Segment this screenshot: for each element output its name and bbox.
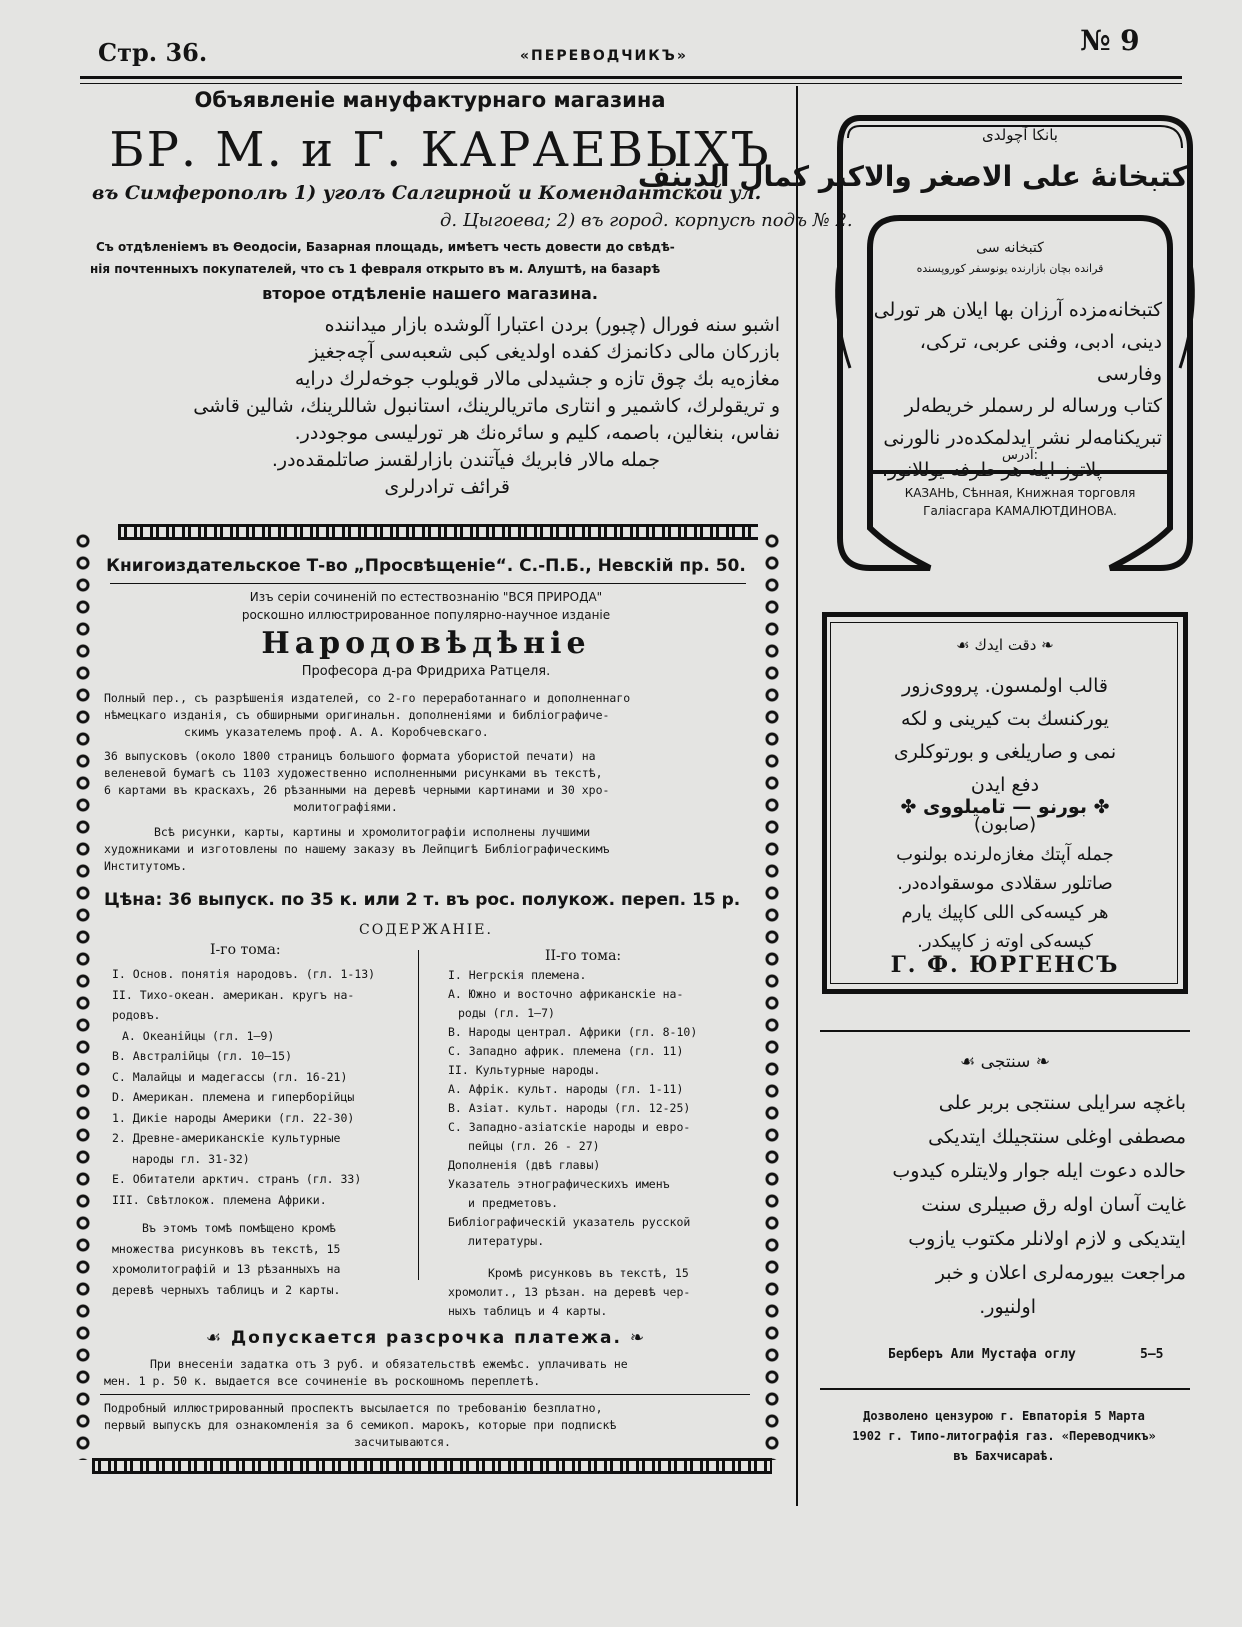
newspaper-title: «ПЕРЕВОДЧИКЪ» xyxy=(520,48,688,64)
jurgens-body-1 xyxy=(838,670,1172,802)
text-line: تبریکنامه‌لر نشر ایدلمکده‌در نالورنی xyxy=(883,427,1162,449)
bookstore-sub2: قرانده بچان بازارنده یونوسفر کوروپسنده xyxy=(916,262,1104,275)
bookstore-top-label: بانكا آچولدی xyxy=(982,126,1058,144)
flourish-icon: ☙ xyxy=(960,1052,981,1072)
toc-item: I. Негрскія племена. xyxy=(448,968,587,982)
ornament-icon: ✤ xyxy=(900,796,924,818)
text-line: حالده دعوت ایله جوار ولایتلره کیدوب xyxy=(892,1160,1186,1182)
jurgens-signature: Г. Ф. ЮРГЕНСЪ xyxy=(890,952,1120,978)
toc-item: B. Народы централ. Африки (гл. 8-10) xyxy=(448,1025,698,1039)
text-line: دفع ایدن xyxy=(970,774,1040,796)
toc-item: II. Культурные народы. xyxy=(448,1063,601,1077)
karaev-firm-name: БР. М. и Г. КАРАЕВЫХЪ xyxy=(109,122,771,178)
description-2 xyxy=(104,748,609,816)
karaev-tatar-text xyxy=(80,312,780,501)
text-line: Подробный иллюстрированный проспектъ высылается по требованію безплатно, xyxy=(104,1401,603,1415)
text-line: کیسه‌کی اوته ز کاپیکدر. xyxy=(917,931,1093,952)
text-line: قالب اولمسون. پرووی‌زور xyxy=(902,675,1108,697)
note-line: ныхъ таблицъ и 4 карты. xyxy=(448,1304,608,1318)
sunnetji-signature: Берберъ Али Мустафа оглу xyxy=(888,1347,1076,1362)
text-line: مراجعت بیورمه‌لری اعلان و خبر xyxy=(935,1262,1186,1284)
text-line: دینی، ادبی، وفنی عربی، ترکی، وفارسی xyxy=(919,331,1162,385)
text-line: کتاب ورساله لر رسملر خریطه‌لر xyxy=(904,395,1162,417)
text-line: художниками и изготовлены по нашему заказу въ Лейпцигѣ Библіографическимъ xyxy=(104,842,610,856)
toc-item: Указатель этнографическихъ именъ xyxy=(448,1177,670,1191)
text-line: 6 картами въ краскахъ, 26 рѣзанными на деревѣ черными картинами и 30 хро- xyxy=(104,783,610,797)
publisher-line: Книгоиздательское Т-во „Просвѣщеніе“. С.-П.Б., Невскій пр. 50. xyxy=(106,556,746,576)
karaev-headline: Объявленіе мануфактурнаго магазина xyxy=(194,88,666,112)
tatar-line: و تریقولرك، کاشمیر و انتاری ماتریالرینك، استانبول شاللرینك، شالین قاشی xyxy=(193,395,780,417)
chain-border-bottom xyxy=(92,1458,772,1474)
text-line: نمی و صاریلغی و بورتوکلری xyxy=(893,741,1117,763)
censor-line: Дозволено цензурою г. Евпаторія 5 Марта xyxy=(863,1409,1145,1423)
flourish-icon: ☙ xyxy=(205,1328,232,1348)
page-number: Стр. 36. xyxy=(98,38,208,67)
heading-text: دقت ایدك xyxy=(974,636,1037,654)
flourish-icon: ❧ xyxy=(1030,1052,1050,1072)
toc-item: Дополненія (двѣ главы) xyxy=(448,1158,601,1172)
installment-terms xyxy=(104,1356,628,1390)
header-rule xyxy=(80,76,1182,79)
text-line: صاتلور سقلادی موسقواده‌در. xyxy=(897,873,1113,894)
text-line: Институтомъ. xyxy=(104,859,188,873)
note-line: хромолитографій и 13 рѣзанныхъ на xyxy=(112,1262,341,1276)
vol1-note xyxy=(112,1218,340,1300)
sunnetji-code: 5—5 xyxy=(1140,1347,1164,1362)
vol1-title: І-го тома: xyxy=(210,942,281,958)
text-line: При внесеніи задатка отъ 3 руб. и обязательствѣ ежемѣс. уплачивать не xyxy=(150,1357,628,1371)
toc-item: народы гл. 31-32) xyxy=(132,1151,250,1166)
heading-text: سنتجی xyxy=(980,1052,1031,1072)
note-line: деревѣ черныхъ таблицъ и 2 карты. xyxy=(112,1282,341,1297)
bookstore-banner: کتبخانهٔ علی الاصغر والاکبر کمال الدینف xyxy=(637,160,1188,193)
note-line: хромолит., 13 рѣзан. на деревѣ чер- xyxy=(448,1285,691,1299)
text-line: Полный пер., съ разрѣшенія издателей, со 2-го переработаннаго и дополненнаго xyxy=(104,691,631,705)
jurgens-heading xyxy=(830,636,1180,654)
contents-divider xyxy=(418,950,419,1280)
toc-item: C. Западно-азіатскіе народы и евро- xyxy=(448,1120,691,1134)
text-line: засчитываются. xyxy=(354,1435,451,1449)
prospectus-text xyxy=(104,1400,616,1451)
sunnetji-heading xyxy=(820,1052,1190,1072)
toc-item: Библіографическій указатель русской xyxy=(448,1215,691,1229)
flourish-icon: ❧ xyxy=(621,1328,647,1348)
sunnetji-body xyxy=(826,1086,1186,1324)
publisher-rule xyxy=(110,583,746,584)
toc-item: D. Американ. племена и гиперборійцы xyxy=(112,1090,355,1104)
text-line: скимъ указателемъ проф. А. А. Коробчевскаго. xyxy=(184,725,489,739)
issue-number: № 9 xyxy=(1080,24,1140,57)
text-line: پلاتوز ایله هر طرفه یوللانور. xyxy=(881,459,1102,481)
tatar-line: اشبو سنه فورال (چبور) بردن اعتبارا آلوشده بازار میداننده xyxy=(324,314,780,336)
text-line: یورکنسك بت کیرینی و لکه xyxy=(901,708,1109,730)
description-1 xyxy=(104,690,630,741)
text-line: 36 выпусковъ (около 1800 страницъ большого формата убористой печати) на xyxy=(104,749,596,763)
book-author: Професора д-ра Фридриха Ратцеля. xyxy=(301,664,551,679)
vol1-contents xyxy=(112,964,375,1210)
toc-item: E. Обитатели арктич. странъ (гл. 33) xyxy=(112,1172,362,1186)
toc-item: С. Малайцы и мадегассы (гл. 16-21) xyxy=(112,1069,348,1084)
ornament-icon: ✤ xyxy=(1086,796,1110,818)
text-line: веленевой бумагѣ съ 1103 художественно исполненными рисунками въ текстѣ, xyxy=(104,766,603,780)
text-line: کتبخانه‌مزده آرزان بها ایلان هر تورلی xyxy=(873,299,1162,321)
toc-item: родовъ. xyxy=(112,1008,161,1022)
column-divider xyxy=(796,86,798,1506)
bookstore-address-1: КАЗАНЬ, Сѣнная, Книжная торговля xyxy=(904,486,1136,500)
toc-item: C. Западно африк. племена (гл. 11) xyxy=(448,1044,684,1058)
vol2-contents xyxy=(448,966,697,1251)
description-3 xyxy=(104,824,609,875)
text-line: مصطفی اوغلی سنتجیلك ایتدیکی xyxy=(928,1126,1186,1148)
prospectus-rule xyxy=(100,1394,750,1395)
vol2-title: ІІ-го тома: xyxy=(545,948,622,964)
vol2-note xyxy=(448,1264,690,1321)
toc-item: III. Свѣтлокож. племена Африки. xyxy=(112,1192,327,1207)
text-line: первый выпускъ для ознакомленія за 6 семикоп. марокъ, которые при подпискѣ xyxy=(104,1418,617,1432)
price-line: Цѣна: 36 выпуск. по 35 к. или 2 т. въ рос. полукож. переп. 15 р. xyxy=(104,890,741,910)
toc-item: II. Тихо-океан. американ. кругъ на- xyxy=(112,987,355,1002)
tatar-line: قرائف ترادرلری xyxy=(384,476,510,498)
text-line: غایت آسان اوله رق صبیلری سنت xyxy=(921,1194,1186,1216)
toc-item: A. Южно и восточно африканскіе на- xyxy=(448,987,684,1001)
flourish-icon: ☙ xyxy=(956,636,975,654)
toc-item: 2. Древне-американскіе культурные xyxy=(112,1131,341,1145)
toc-item: I. Основ. понятія народовъ. (гл. 1-13) xyxy=(112,967,376,981)
text-line: جمله آپتك مغازه‌لرنده بولنوب xyxy=(896,844,1114,865)
bookstore-address-label: آدرس: xyxy=(1002,448,1038,463)
toc-item: и предметовъ. xyxy=(468,1196,559,1210)
header-rule-thin xyxy=(80,83,1182,84)
tatar-line: جمله مالار فابریك فیآتندن بازارلقسز صاتلمقده‌در. xyxy=(271,449,660,471)
text-line: اولنیور. xyxy=(979,1296,1036,1318)
note-line: множества рисунковъ въ текстѣ, 15 xyxy=(112,1241,341,1256)
text-line: ایتدیکی و لازم اولانلر مکتوب یازوب xyxy=(908,1228,1186,1250)
note-line: Въ этомъ томѣ помѣщено кромѣ xyxy=(142,1221,336,1235)
tatar-line: مغازه‌یه بك چوق تازه و جشیدلی مالار قویلوب جوخه‌لرك درایه xyxy=(294,368,780,390)
toc-item: пейцы (гл. 26 - 27) xyxy=(468,1139,600,1153)
censor-line: въ Бахчисараѣ. xyxy=(953,1449,1055,1463)
karaev-address-1: въ Симферополѣ 1) уголъ Салгирной и Комендантской ул. xyxy=(92,182,762,204)
series-line-1: Изъ серіи сочиненій по естествознанію "ВСЯ ПРИРОДА" xyxy=(249,590,603,604)
karaev-body-1: Съ отдѣленіемъ въ Ѳеодосіи, Базарная площадь, имѣетъ честь довести до свѣдѣ- xyxy=(96,240,675,254)
censor-line: 1902 г. Типо-литографія газ. «Переводчикъ» xyxy=(852,1429,1156,1443)
installment-heading xyxy=(96,1328,756,1348)
section-rule xyxy=(820,1388,1190,1390)
karaev-body-2: нія почтенныхъ покупателей, что съ 1 февраля открыто въ м. Алуштѣ, на базарѣ xyxy=(90,262,661,276)
tatar-line: نفاس، بنغالین، باصمه، کلیم و سائره‌نك هر تورلیسی موجوددر. xyxy=(294,422,780,444)
toc-item: А. Океанійцы (гл. 1—9) xyxy=(122,1028,275,1043)
text-line: мен. 1 р. 50 к. выдается все сочиненіе въ роскошномъ переплетѣ. xyxy=(104,1374,541,1388)
toc-item: В. Австралійцы (гл. 10—15) xyxy=(112,1049,293,1063)
text-line: هر کیسه‌کی اللی کاپیك یارم xyxy=(901,902,1109,923)
flourish-icon: ❧ xyxy=(1036,636,1054,654)
jurgens-product-sub: (صابون) xyxy=(973,814,1037,835)
bookstore-address-2: Галіасгара КАМАЛЮТДИНОВА. xyxy=(923,504,1117,518)
toc-item: B. Азіат. культ. народы (гл. 12-25) xyxy=(448,1101,691,1115)
bookstore-subtitle: کتبخانه سی xyxy=(976,240,1044,256)
toc-item: 1. Дикіе народы Америки (гл. 22-30) xyxy=(112,1110,355,1125)
text-line: باغچه سرایلی سنتجی بربر علی xyxy=(938,1092,1186,1114)
toc-item: роды (гл. 1—7) xyxy=(458,1006,555,1020)
karaev-body-3: второе отдѣленіе нашего магазина. xyxy=(262,284,598,303)
contents-title: СОДЕРЖАНІЕ. xyxy=(359,922,493,938)
section-rule xyxy=(820,1030,1190,1032)
toc-item: A. Афрік. культ. народы (гл. 1-11) xyxy=(448,1082,684,1096)
installment-text: Допускается разсрочка платежа. xyxy=(231,1328,622,1348)
text-line: Всѣ рисунки, карты, картины и хромолитографіи исполнены лучшими xyxy=(154,825,591,839)
series-line-2: роскошно иллюстрированное популярно-научное изданіе xyxy=(241,608,611,622)
karaev-address-2: д. Цыгоева; 2) въ город. корпусѣ подъ № 2. xyxy=(440,210,853,231)
chain-border-right xyxy=(765,530,779,1460)
note-line: Кромѣ рисунковъ въ текстѣ, 15 xyxy=(488,1266,689,1280)
text-line: нѣмецкаго изданія, съ обширными оригинальн. дополненіями и библіографиче- xyxy=(104,708,610,722)
jurgens-body-2 xyxy=(838,840,1172,956)
tatar-line: بازرکان مالی دکانمزك کفده اولدیغی کبی شعبه‌سی آچه‌جغیز xyxy=(309,341,780,363)
text-line: молитографіями. xyxy=(294,800,398,814)
book-title: Народовѣдѣніе xyxy=(261,626,591,661)
product-name: بورنو — تامیلووی xyxy=(923,796,1087,818)
chain-border-top xyxy=(118,524,758,540)
censor-notice xyxy=(814,1406,1194,1466)
toc-item: литературы. xyxy=(468,1234,545,1248)
chain-border-left xyxy=(76,530,90,1460)
